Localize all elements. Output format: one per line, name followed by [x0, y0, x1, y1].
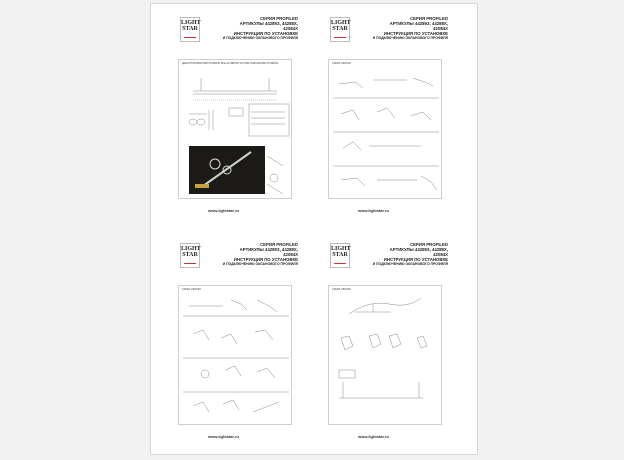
website-url: www.lightstar.ru — [208, 434, 239, 439]
instruction-subtitle: И ПОДКЛЮЧЕНИЮ ОКЛАНОВОГО ПРОФИЛЯ — [372, 262, 448, 266]
connection-diagram — [329, 286, 442, 425]
instruction-subtitle: И ПОДКЛЮЧЕНИЮ ОКЛАНОВОГО ПРОФИЛЯ — [222, 262, 298, 266]
assembly-diagram — [329, 60, 442, 199]
website-url: www.lightstar.ru — [358, 208, 389, 213]
page-header — [151, 230, 296, 270]
page-header — [301, 4, 446, 44]
series-title: СЕРИЯ PROFILED — [260, 242, 298, 247]
instruction-title: ИНСТРУКЦИЯ ПО УСТАНОВКЕ — [383, 31, 448, 36]
series-title: СЕРИЯ PROFILED — [410, 16, 448, 21]
header-text — [358, 242, 448, 267]
articles-line-2: 42084Х — [283, 252, 298, 257]
instruction-page-3 — [151, 230, 296, 450]
series-title: СЕРИЯ PROFILED — [410, 242, 448, 247]
lightstar-logo: LIGHT STAR — [330, 243, 350, 268]
articles-line-2: 42084Х — [433, 26, 448, 31]
lightstar-logo: LIGHT STAR — [330, 17, 350, 42]
diagram-frame: СХЕМА СБОРКИ — [328, 59, 442, 199]
page-header — [151, 4, 296, 44]
instruction-subtitle: И ПОДКЛЮЧЕНИЮ ОКЛАНОВОГО ПРОФИЛЯ — [222, 36, 298, 40]
articles-line: АРТИКУЛЫ 44289З, 44288Х, — [239, 247, 298, 252]
instruction-title: ИНСТРУКЦИЯ ПО УСТАНОВКЕ — [383, 257, 448, 262]
articles-line-2: 42084Х — [283, 26, 298, 31]
header-text — [358, 16, 448, 41]
series-title: СЕРИЯ PROFILED — [260, 16, 298, 21]
page-header — [301, 230, 446, 270]
diagram-frame: СХЕМА СБОРКИ — [178, 285, 292, 425]
header-text — [208, 242, 298, 267]
lightstar-logo: LIGHT STAR — [180, 17, 200, 42]
header-text — [208, 16, 298, 41]
product-photo — [189, 146, 265, 194]
articles-line-2: 42084Х — [433, 252, 448, 257]
instruction-page-4 — [301, 230, 446, 450]
lightstar-logo: LIGHT STAR — [180, 243, 200, 268]
document-sheet — [150, 3, 478, 455]
diagram-frame: ДЕМОНТИРОВАННЫЙ ПРОФИЛЬ ВСЕ АКТИВНЫ НОТОЗЫ НАЗНАЧЕНИЕ ПРОФИЛЬ — [178, 59, 292, 199]
articles-line: АРТИКУЛЫ 44289З, 44288Х, — [239, 21, 298, 26]
diagram-frame: СХЕМА СБОРКИ — [328, 285, 442, 425]
instruction-subtitle: И ПОДКЛЮЧЕНИЮ ОКЛАНОВОГО ПРОФИЛЯ — [372, 36, 448, 40]
instruction-page-2 — [301, 4, 446, 224]
articles-line: АРТИКУЛЫ 44289З, 44288Х, — [389, 21, 448, 26]
assembly-diagram — [179, 286, 292, 425]
website-url: www.lightstar.ru — [208, 208, 239, 213]
articles-line: АРТИКУЛЫ 44289З, 44288Х, — [389, 247, 448, 252]
instruction-title: ИНСТРУКЦИЯ ПО УСТАНОВКЕ — [233, 31, 298, 36]
instruction-page-1 — [151, 4, 296, 224]
instruction-title: ИНСТРУКЦИЯ ПО УСТАНОВКЕ — [233, 257, 298, 262]
website-url: www.lightstar.ru — [358, 434, 389, 439]
